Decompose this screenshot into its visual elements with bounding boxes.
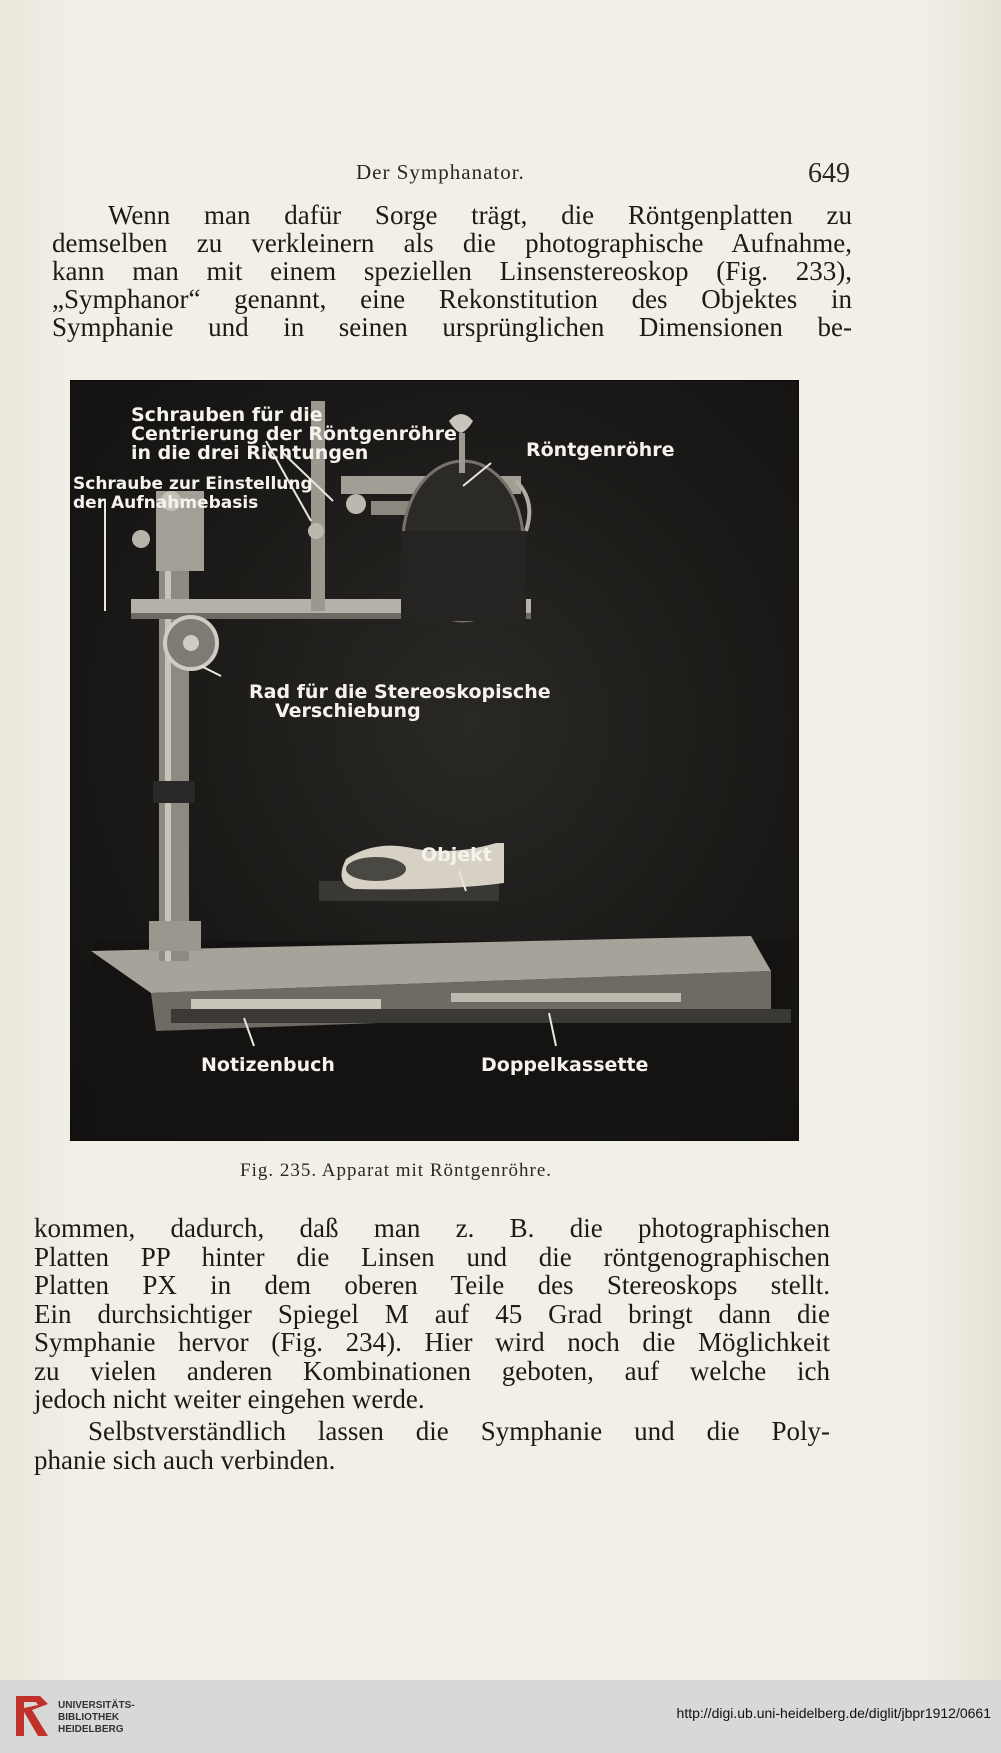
text-line: kann man mit einem speziellen Linsenstereoskop (Fig. 233), — [52, 256, 852, 286]
label-schraube-basis: Schraube zur Einstellung der Aufnahmebasis — [73, 474, 313, 513]
library-logo-text[interactable]: UNIVERSITÄTS- BIBLIOTHEK HEIDELBERG — [58, 1700, 135, 1735]
text-line: zu vielen anderen Kombinationen geboten, auf welche ich — [34, 1355, 830, 1386]
label-objekt: Objekt — [421, 844, 492, 866]
text-line: demselben zu verkleinern als die photographische Aufnahme, — [52, 228, 852, 258]
page-number: 649 — [808, 158, 850, 189]
text-line: Symphanie und in seinen ursprünglichen Dimensionen be- — [52, 312, 852, 342]
figure-caption: Fig. 235. Apparat mit Röntgenröhre. — [240, 1160, 553, 1181]
label-notizenbuch: Notizenbuch — [201, 1054, 335, 1076]
text-line: jedoch nicht weiter eingehen werde. — [34, 1384, 425, 1414]
text-line: Platten PX in dem oberen Teile des Stereoskops stellt. — [34, 1270, 830, 1300]
text-line: Wenn man dafür Sorge trägt, die Röntgenplatten zu — [108, 200, 852, 230]
column-clamp — [153, 781, 195, 803]
paragraph-top — [52, 201, 852, 341]
text-line: Ein durchsichtiger Spiegel M auf 45 Grad bringt dann die — [34, 1298, 830, 1329]
paragraph-bottom — [34, 1214, 830, 1414]
column-foot — [149, 921, 201, 951]
label-doppelkassette: Doppelkassette — [481, 1054, 649, 1076]
text-line: Symphanie hervor (Fig. 234). Hier wird noch die Möglichkeit — [34, 1327, 830, 1357]
running-title: Der Symphanator. — [356, 160, 525, 184]
cassette-slot — [171, 1009, 791, 1023]
text-line: Selbstverständlich lassen die Symphanie und die Poly- — [88, 1416, 830, 1446]
paragraph-last — [34, 1417, 830, 1474]
library-logo-icon[interactable] — [10, 1690, 54, 1742]
text-line: „Symphanor“ genannt, eine Rekonstitution des Objektes in — [52, 284, 852, 314]
label-schrauben: Schrauben für die Centrierung der Röntgenröhre in die drei Richtungen — [131, 404, 457, 464]
text-line: phanie sich auch verbinden. — [34, 1444, 336, 1475]
double-cassette — [451, 993, 681, 1002]
label-rad: Rad für die Stereoskopische Verschiebung — [249, 681, 551, 722]
figure-photograph — [70, 380, 799, 1141]
text-line: Platten PP hinter die Linsen und die röntgenographischen — [34, 1241, 830, 1272]
notebook-plate — [191, 999, 381, 1009]
label-roentgenroehre: Röntgenröhre — [526, 439, 675, 461]
permalink-url[interactable]: http://digi.ub.uni-heidelberg.de/diglit/jbpr1912/0661 — [676, 1705, 991, 1721]
leader-line — [201, 666, 221, 676]
text-line: kommen, dadurch, daß man z. B. die photographischen — [34, 1213, 830, 1243]
